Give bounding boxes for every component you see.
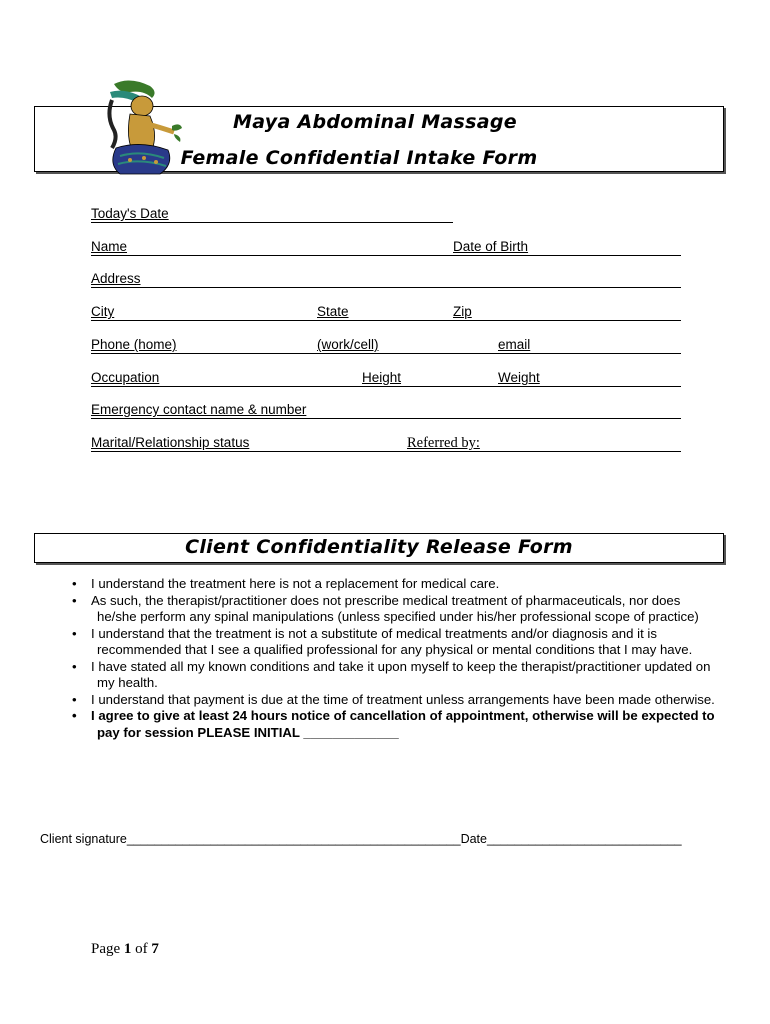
emergency-contact-row <box>91 402 681 420</box>
address-row <box>91 271 681 289</box>
bullet-icon: • <box>72 691 77 707</box>
release-terms-list <box>72 576 722 741</box>
weight-field[interactable] <box>498 370 681 387</box>
email-field[interactable] <box>498 337 681 354</box>
email-label: email <box>498 337 531 352</box>
occupation-field[interactable] <box>91 370 362 387</box>
phone-row <box>91 337 681 355</box>
todays-date-row <box>91 206 681 224</box>
release-title: Client Confidentiality Release Form <box>185 536 573 558</box>
date-of-birth-field[interactable] <box>453 239 681 256</box>
date-of-birth-label: Date of Birth <box>453 239 529 254</box>
name-label: Name <box>91 239 128 254</box>
zip-label: Zip <box>453 304 472 319</box>
page-total: 7 <box>151 941 159 957</box>
state-field[interactable] <box>317 304 453 321</box>
release-header <box>34 533 724 563</box>
occupation-row <box>91 370 681 388</box>
list-item: • I understand the treatment here is not a replacement for medical care. <box>72 576 500 591</box>
signature-date-field[interactable]: ____________________________ <box>486 832 682 846</box>
address-field[interactable] <box>91 271 681 288</box>
list-item-initial[interactable]: • I agree to give at least 24 hours notice of cancellation of appointment, otherwise will be expected to pay for session PLEASE INITIAL _____________ <box>72 708 715 740</box>
signature-row <box>40 832 682 846</box>
referred-by-field[interactable] <box>407 435 681 452</box>
city-field[interactable] <box>91 304 317 321</box>
height-field[interactable] <box>362 370 498 387</box>
list-item: • I have stated all my known conditions and take it upon myself to keep the therapist/practitioner updated on my health. <box>72 658 711 690</box>
emergency-contact-label: Emergency contact name & number <box>91 402 307 417</box>
form-subtitle: Female Confidential Intake Form <box>180 147 538 169</box>
marital-referred-row <box>91 435 681 453</box>
list-item: • I understand that the treatment is not a substitute of medical treatments and/or diagnosis and it is recommended that I see a qualified professional for any physical or mental conditions that I may have. <box>72 625 693 657</box>
list-item: • I understand that payment is due at the time of treatment unless arrangements have been made otherwise. <box>72 691 715 707</box>
marital-status-field[interactable] <box>91 435 407 452</box>
city-label: City <box>91 304 115 319</box>
name-row <box>91 239 681 257</box>
form-title: Maya Abdominal Massage <box>233 111 517 133</box>
bullet-icon: • <box>72 576 77 591</box>
city-state-zip-row <box>91 304 681 322</box>
page-number: Page 1 of 7 <box>91 941 159 957</box>
client-signature-label: Client signature <box>40 832 127 846</box>
phone-home-field[interactable] <box>91 337 317 354</box>
occupation-label: Occupation <box>91 370 160 385</box>
height-label: Height <box>362 370 402 385</box>
bullet-icon: • <box>72 708 77 723</box>
state-label: State <box>317 304 349 319</box>
address-label: Address <box>91 271 141 286</box>
todays-date-label: Today's Date <box>91 206 169 221</box>
emergency-contact-field[interactable] <box>91 402 681 419</box>
phone-home-label: Phone (home) <box>91 337 177 352</box>
bullet-icon: • <box>72 625 77 641</box>
weight-label: Weight <box>498 370 540 385</box>
marital-status-label: Marital/Relationship status <box>91 435 250 450</box>
name-field[interactable] <box>91 239 453 256</box>
signature-date-label: Date <box>460 832 487 846</box>
client-signature-field[interactable]: ________________________________________________ <box>126 832 461 846</box>
todays-date-field[interactable] <box>91 206 453 223</box>
maya-figure-logo-icon <box>100 78 186 176</box>
list-item: • As such, the therapist/practitioner does not prescribe medical treatment of pharmaceuticals, nor does he/she perform any spinal manipulations (unless specified under his/her professional scope of practice) <box>72 592 699 624</box>
bullet-icon: • <box>72 592 77 608</box>
referred-by-label: Referred by: <box>407 435 480 451</box>
page-current: 1 <box>123 941 132 957</box>
zip-field[interactable] <box>453 304 681 321</box>
work-cell-label: (work/cell) <box>317 337 379 352</box>
work-cell-field[interactable] <box>317 337 498 354</box>
bullet-icon: • <box>72 658 77 674</box>
